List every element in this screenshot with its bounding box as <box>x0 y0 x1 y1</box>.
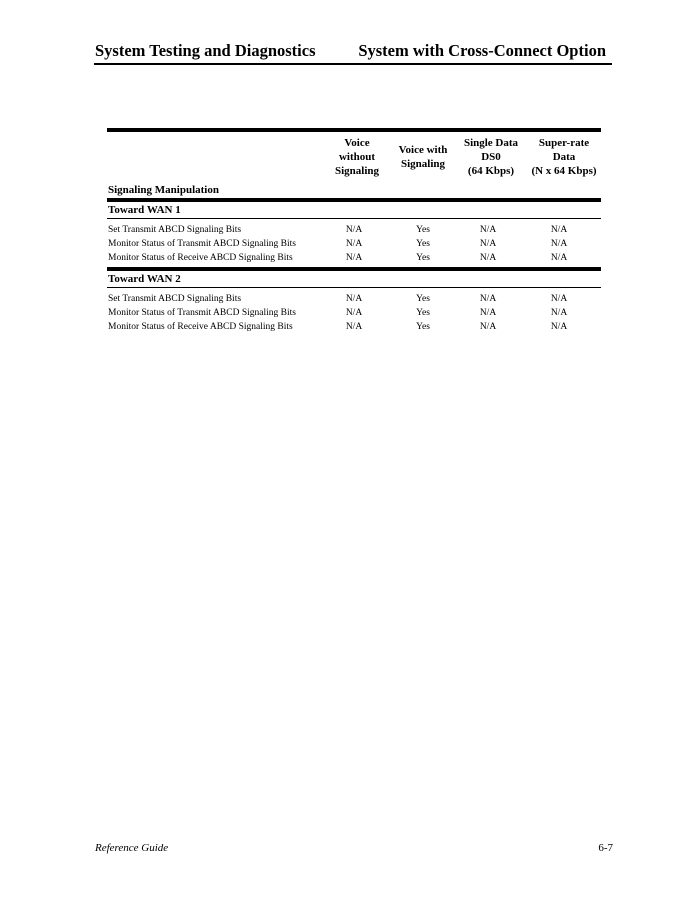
cell-value: N/A <box>479 322 497 332</box>
cell-value: N/A <box>345 253 363 263</box>
footer-document-title: Reference Guide <box>95 842 169 854</box>
cell-value: N/A <box>479 294 497 304</box>
section-rule <box>107 198 601 202</box>
cell-value: N/A <box>345 294 363 304</box>
col-header-super-rate-data: Super-rate Data (N x 64 Kbps) <box>531 137 597 177</box>
row-label: Monitor Status of Transmit ABCD Signaling Bits <box>108 239 296 249</box>
cell-value: N/A <box>550 225 568 235</box>
running-header-left: System Testing and Diagnostics <box>95 41 316 60</box>
cell-value: N/A <box>550 308 568 318</box>
header-rule <box>94 63 612 65</box>
cell-value: Yes <box>416 239 430 249</box>
row-label: Monitor Status of Receive ABCD Signaling Bits <box>108 253 293 263</box>
footer-page-number: 6-7 <box>598 842 613 854</box>
cell-value: N/A <box>345 308 363 318</box>
column-headers <box>107 132 601 182</box>
col-header-voice-with-signaling: Voice with Signaling <box>398 144 448 170</box>
cell-value: N/A <box>479 308 497 318</box>
cell-value: N/A <box>479 225 497 235</box>
table-row <box>107 292 601 306</box>
group-separator-rule <box>107 267 601 271</box>
running-header-right: System with Cross-Connect Option <box>358 41 606 60</box>
group-title-wan1: Toward WAN 1 <box>108 204 181 216</box>
row-label: Monitor Status of Transmit ABCD Signaling Bits <box>108 308 296 318</box>
table-row <box>107 251 601 265</box>
section-title: Signaling Manipulation <box>108 184 219 196</box>
col-header-single-data-ds0: Single Data DS0 (64 Kbps) <box>463 137 519 177</box>
cell-value: Yes <box>416 253 430 263</box>
col-header-voice-without-signaling: Voice without Signaling <box>334 137 380 177</box>
cell-value: Yes <box>416 322 430 332</box>
cell-value: Yes <box>416 308 430 318</box>
cell-value: N/A <box>345 239 363 249</box>
signaling-table <box>107 128 601 334</box>
cell-value: Yes <box>416 225 430 235</box>
table-row <box>107 223 601 237</box>
cell-value: N/A <box>345 322 363 332</box>
cell-value: N/A <box>479 253 497 263</box>
cell-value: N/A <box>479 239 497 249</box>
group-title-wan2: Toward WAN 2 <box>108 273 181 285</box>
row-label: Set Transmit ABCD Signaling Bits <box>108 225 242 235</box>
row-label: Set Transmit ABCD Signaling Bits <box>108 294 242 304</box>
table-row <box>107 237 601 251</box>
cell-value: N/A <box>550 253 568 263</box>
cell-value: N/A <box>345 225 363 235</box>
table-row <box>107 320 601 334</box>
cell-value: N/A <box>550 239 568 249</box>
cell-value: N/A <box>550 322 568 332</box>
cell-value: Yes <box>416 294 430 304</box>
table-row <box>107 306 601 320</box>
cell-value: N/A <box>550 294 568 304</box>
row-label: Monitor Status of Receive ABCD Signaling Bits <box>108 322 293 332</box>
